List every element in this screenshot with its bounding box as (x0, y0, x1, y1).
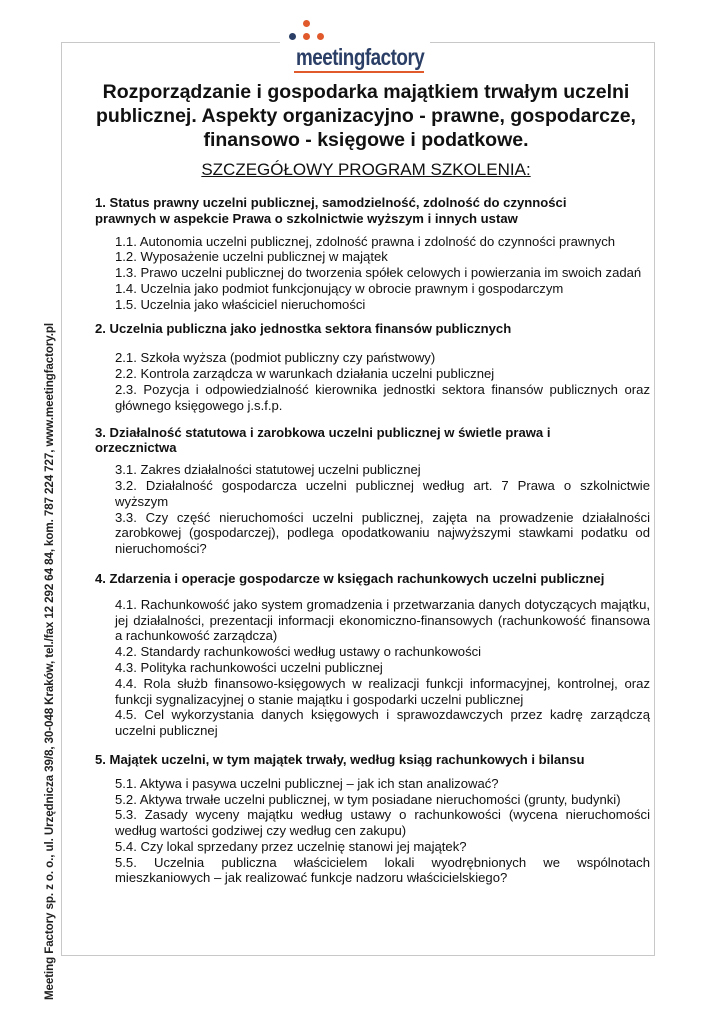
section-items (115, 234, 650, 313)
logo-text: meetingfactory (296, 44, 425, 70)
section (95, 752, 650, 886)
list-item: 2.1. Szkoła wyższa (podmiot publiczny czy państwowy) (115, 350, 436, 366)
list-item: 4.1. Rachunkowość jako system gromadzenia i przetwarzania danych dotyczących majątku, jej działalności, prezentacji informacji ekonomiczno-finansowych (rachunkowość finansowa a rachunkowość zarządcza) (115, 596, 650, 644)
section-heading: 2. Uczelnia publiczna jako jednostka sektora finansów publicznych (95, 320, 512, 336)
section (95, 425, 650, 557)
list-item: 4.2. Standardy rachunkowości według ustawy o rachunkowości (115, 644, 482, 660)
logo-dot (289, 33, 296, 40)
company-contact-vertical: Meeting Factory sp. z o. o., ul. Urzędnicza 39/8, 30-048 Kraków, tel./fax 12 292 64 84, kom. 787 224 727, www.meetingfactory.pl (43, 323, 56, 1000)
list-item: 4.5. Cel wykorzystania danych księgowych i sprawozdawczych przez kadrę zarządczą uczelni publicznej (115, 707, 650, 739)
section-heading: 1. Status prawny uczelni publicznej, samodzielność, zdolność do czynności prawnych w aspekcie Prawa o szkolnictwie wyższym i innych ustaw (95, 195, 567, 226)
list-item: 2.2. Kontrola zarządcza w warunkach działania uczelni publicznej (115, 366, 495, 382)
logo-dots (288, 20, 328, 42)
list-item: 3.2. Działalność gospodarcza uczelni publicznej według art. 7 Prawa o szkolnictwie wyższym (115, 477, 650, 509)
list-item: 1.1. Autonomia uczelni publicznej, zdolność prawna i zdolność do czynności prawnych (115, 233, 616, 249)
section-items (115, 597, 650, 739)
list-item: 3.3. Czy część nieruchomości uczelni publicznej, zajęta na prowadzenie działalności zarobkowej (gospodarczej), podlega opodatkowaniu najwyższymi stawkami podatku od nieruchomości? (115, 509, 650, 557)
list-item: 1.3. Prawo uczelni publicznej do tworzenia spółek celowych i powierzania im swoich zadań (115, 265, 642, 281)
section-items (115, 462, 650, 557)
section-items (115, 350, 650, 413)
list-item: 5.4. Czy lokal sprzedany przez uczelnię stanowi jej majątek? (115, 838, 467, 854)
list-item: 5.3. Zasady wyceny majątku według ustawy o rachunkowości (wycena nieruchomości według wartości godziwej czy według cen zakupu) (115, 807, 650, 839)
section (95, 195, 650, 313)
list-item: 1.4. Uczelnia jako podmiot funkcjonujący w obrocie prawnym i gospodarczym (115, 280, 564, 296)
program-subtitle: SZCZEGÓŁOWY PROGRAM SZKOLENIA: (201, 160, 531, 179)
section (95, 571, 650, 739)
logo-underline (294, 71, 424, 73)
section-heading: 3. Działalność statutowa i zarobkowa uczelni publicznej w świetle prawa i orzecznictwa (95, 424, 551, 456)
list-item: 2.3. Pozycja i odpowiedzialność kierownika jednostki sektora finansów publicznych oraz głównego księgowego j.s.f.p. (115, 381, 650, 413)
page-title: Rozporządzanie i gospodarka majątkiem trwałym uczelni publicznej. Aspekty organizacyjno - prawne, gospodarcze, finansowo - księgowe i podatkowe. (96, 81, 636, 151)
list-item: 5.1. Aktywa i pasywa uczelni publicznej – jak ich stan analizować? (115, 775, 499, 791)
list-item: 1.5. Uczelnia jako właściciel nieruchomości (115, 296, 366, 312)
section-items (115, 776, 650, 887)
list-item: 5.2. Aktywa trwałe uczelni publicznej, w tym posiadane nieruchomości (grunty, budynki) (115, 791, 621, 807)
list-item: 3.1. Zakres działalności statutowej uczelni publicznej (115, 462, 421, 478)
list-item: 4.4. Rola służb finansowo-księgowych w realizacji funkcji informacyjnej, kontrolnej, oraz funkcji sygnalizacyjnej o stanie majątku i gospodarki uczelni publicznej (115, 675, 650, 707)
section-heading: 5. Majątek uczelni, w tym majątek trwały, według ksiąg rachunkowych i bilansu (95, 751, 585, 767)
section (95, 321, 650, 414)
logo-dot (317, 33, 324, 40)
logo-dot (303, 33, 310, 40)
list-item: 1.2. Wyposażenie uczelni publicznej w majątek (115, 249, 388, 265)
program-content (95, 195, 650, 886)
list-item: 5.5. Uczelnia publiczna właścicielem lokali wyodrębnionych we wspólnotach mieszkaniowych – jak realizować funkcje nadzoru właścicielskiego? (115, 854, 650, 886)
company-logo (280, 20, 430, 76)
logo-dot (303, 20, 310, 27)
list-item: 4.3. Polityka rachunkowości uczelni publicznej (115, 659, 383, 675)
section-heading: 4. Zdarzenia i operacje gospodarcze w księgach rachunkowych uczelni publicznej (95, 570, 605, 586)
